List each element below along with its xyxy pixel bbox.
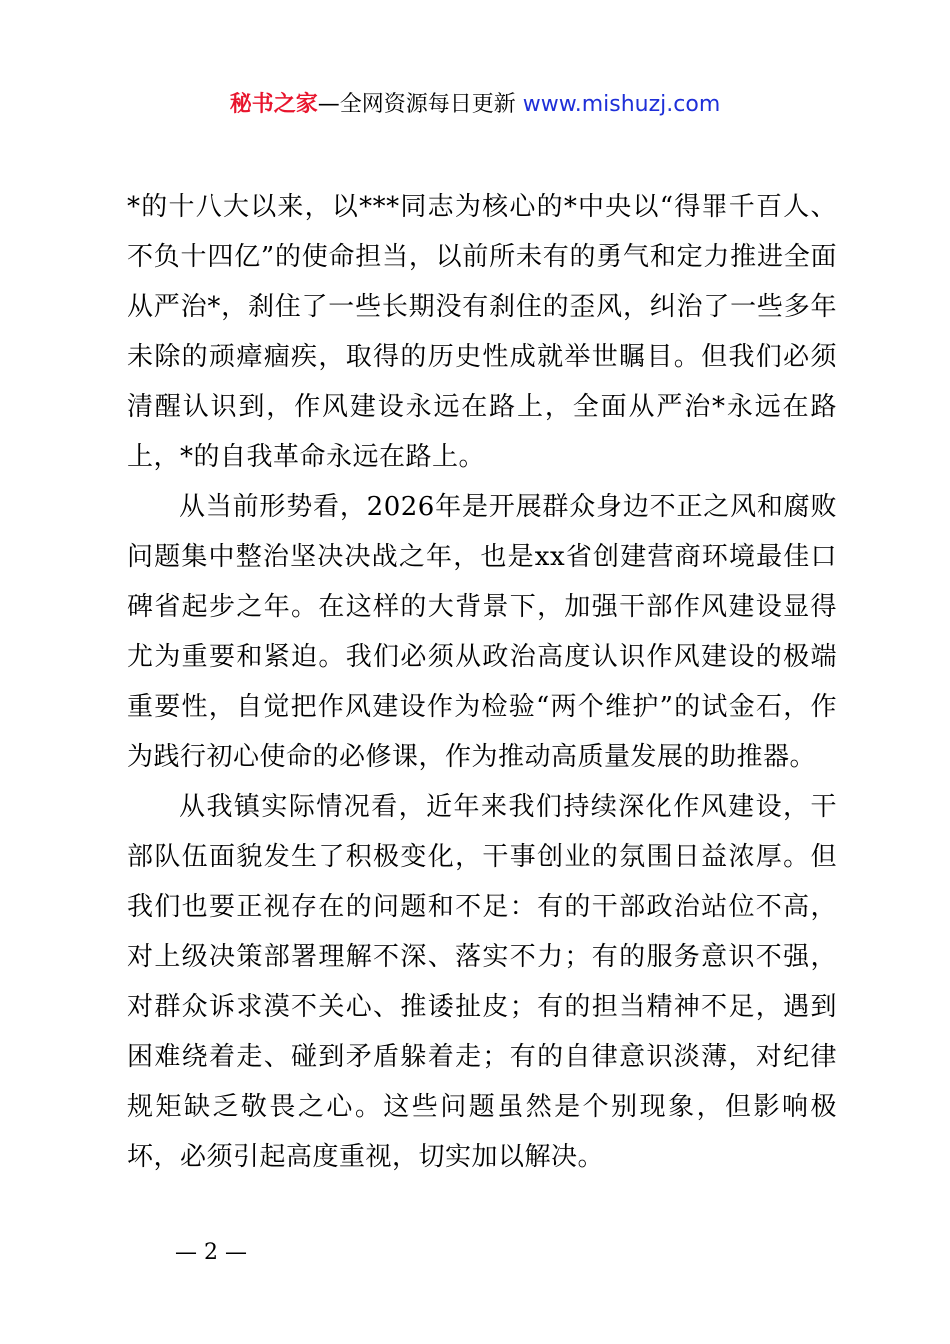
page-number: — 2 — <box>175 1240 247 1265</box>
document-body <box>127 182 837 1182</box>
paragraph-3: 从我镇实际情况看，近年来我们持续深化作风建设，干部队伍面貌发生了积极变化，干事创业的氛围日益浓厚。但我们也要正视存在的问题和不足：有的干部政治站位不高，对上级决策部署理解不深、落实不力；有的服务意识不强，对群众诉求漠不关心、推诿扯皮；有的担当精神不足，遇到困难绕着走、碰到矛盾躲着走；有的自律意识淡薄，对纪律规矩缺乏敬畏之心。这些问题虽然是个别现象，但影响极坏，必须引起高度重视，切实加以解决。 <box>127 792 837 1172</box>
brand-name: 秘书之家 <box>229 92 318 117</box>
site-url-link[interactable]: www.mishuzj.com <box>522 92 721 117</box>
header-tagline: —全网资源每日更新 <box>317 92 516 117</box>
site-header <box>0 88 950 122</box>
paragraph-2: 从当前形势看，2026年是开展群众身边不正之风和腐败问题集中整治坚决决战之年，也是xx省创建营商环境最佳口碑省起步之年。在这样的大背景下，加强干部作风建设显得尤为重要和紧迫。我们必须从政治高度认识作风建设的极端重要性，自觉把作风建设作为检验“两个维护”的试金石，作为践行初心使命的必修课，作为推动高质量发展的助推器。 <box>127 492 837 772</box>
paragraph-1: *的十八大以来，以***同志为核心的*中央以“得罪千百人、不负十四亿”的使命担当，以前所未有的勇气和定力推进全面从严治*，刹住了一些长期没有刹住的歪风，纠治了一些多年未除的顽瘴痼疾，取得的历史性成就举世瞩目。但我们必须清醒认识到，作风建设永远在路上，全面从严治*永远在路上，*的自我革命永远在路上。 <box>127 192 837 472</box>
